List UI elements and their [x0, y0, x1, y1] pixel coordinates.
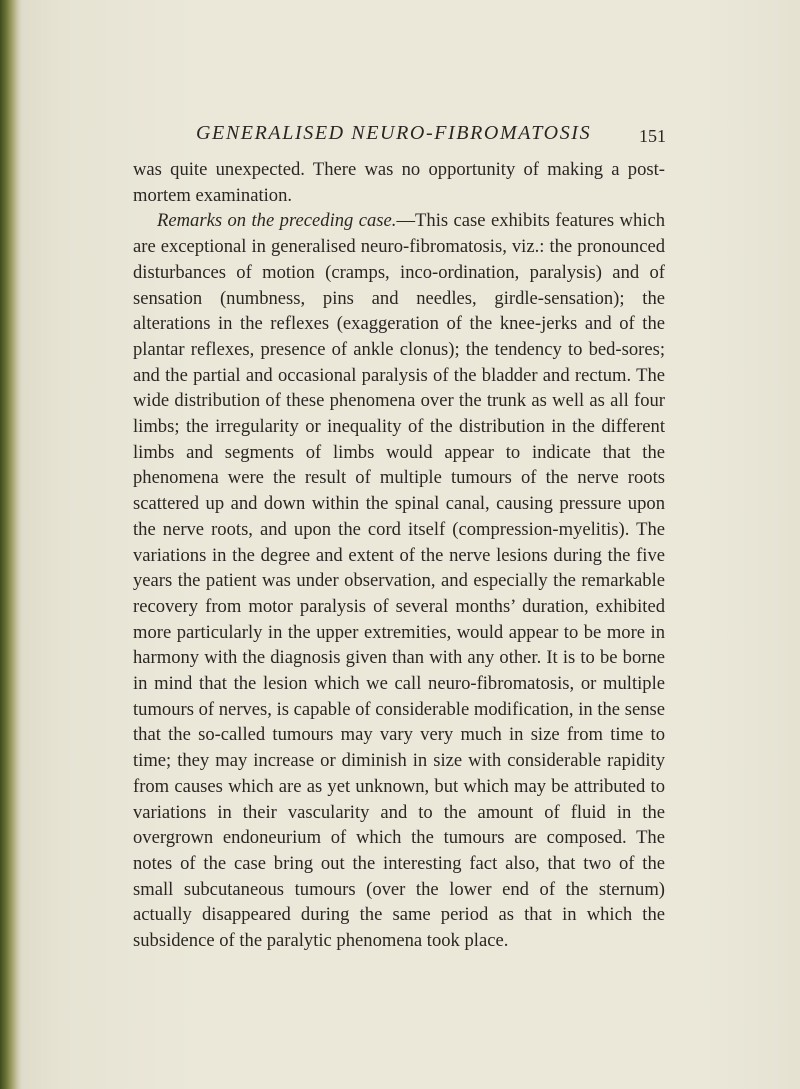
remarks-heading: Remarks on the preceding case.: [157, 210, 397, 232]
body-text: [133, 157, 665, 954]
page-header: [196, 122, 666, 152]
running-head: GENERALISED NEURO-FIBROMATOSIS: [196, 122, 592, 144]
book-binding-edge: [0, 0, 22, 1089]
paragraph-2-text: —This case exhibits features which are exceptional in generalised neuro-fibromatosis, viz.: the pronounced disturbances of motion (cramps, inco-ordination, paralysis) and of sensation (numbness, pins and needles, girdle-sensation); the alterations in the reflexes (exaggeration of the knee-jerks and of the plantar reflexes, presence of ankle clonus); the tendency to bed-sores; and the partial and occasional paralysis of the bladder and rectum. The wide distribution of these phenomena over the trunk as well as all four limbs; the irregularity or inequality of the distribution in the different limbs and segments of limbs would appear to indicate that the phenomena were the result of multiple tumours of the nerve roots scattered up and down within the spinal canal, causing pressure upon the nerve roots, and upon the cord itself (compression-myelitis). The variations in the degree and extent of the nerve lesions during the five years the patient was under observation, and especially the remarkable recovery from motor paralysis of several months’ duration, exhibited more particularly in the upper extremities, would appear to be more in harmony with the diagnosis given than with any other. It is to be borne in mind that the lesion which we call neuro-fibromatosis, or multiple tumours of nerves, is capable of considerable modification, in the sense that the so-called tumours may vary very much in size from time to time; they may increase or diminish in size with considerable rapidity from causes which are as yet unknown, but which may be attributed to variations in their vascularity and to the amount of fluid in the overgrown endoneurium of which the tumours are composed. The notes of the case bring out the interesting fact also, that two of the small subcutaneous tumours (over the lower end of the sternum) actually disappeared during the same period as that in which the subsidence of the paralytic phenomena took place.: [133, 210, 665, 952]
paragraph-1-text: was quite unexpected. There was no opportunity of making a post-mortem examination.: [133, 159, 665, 206]
paragraph-2: [133, 208, 665, 953]
paragraph-1: [133, 157, 665, 208]
page-number: 151: [639, 126, 666, 146]
